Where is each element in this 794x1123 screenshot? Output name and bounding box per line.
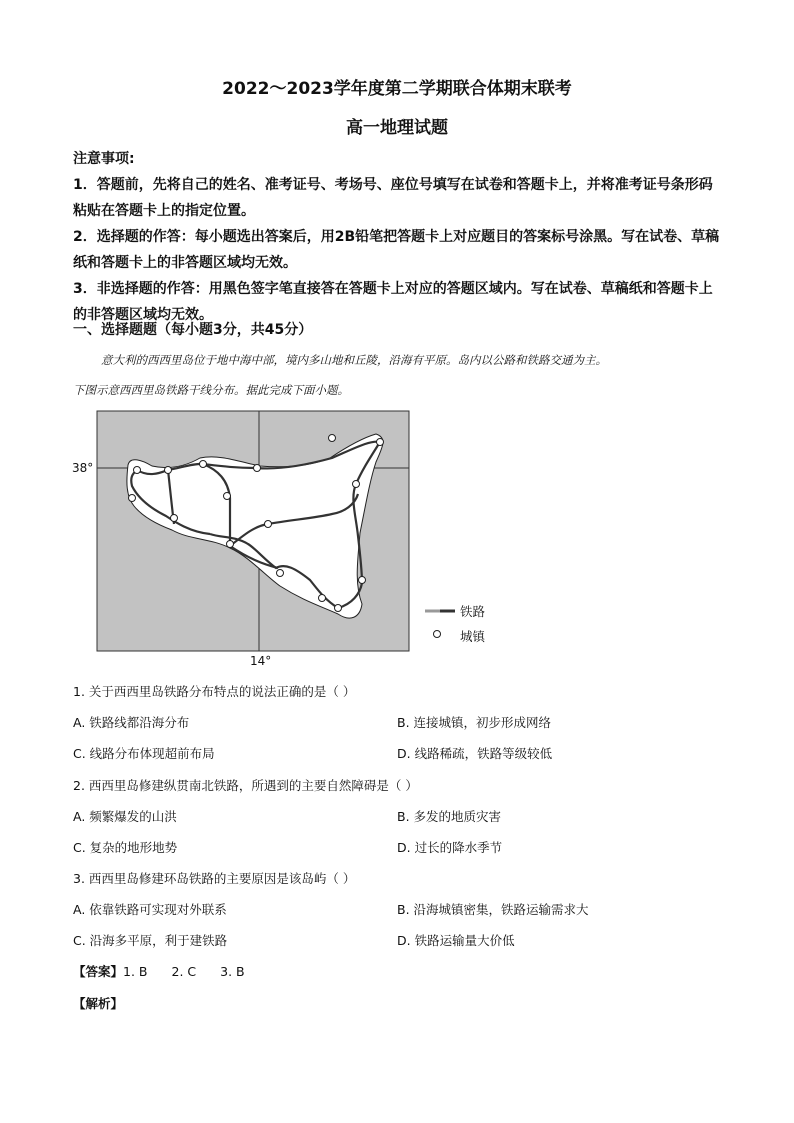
legend-railway: [425, 604, 486, 619]
analysis-heading: 【解析】: [73, 996, 124, 1011]
question-1-option-c: C. 线路分布体现超前布局: [73, 746, 215, 761]
question-1-option-b: B. 连接城镇，初步形成网络: [397, 715, 552, 730]
question-1-option-a: A. 铁路线都沿海分布: [73, 715, 190, 730]
answer-2: 2. C: [171, 964, 197, 979]
town-marker: [319, 595, 326, 602]
map-figure: [70, 408, 510, 670]
town-marker: [227, 541, 234, 548]
question-3-option-b: B. 沿海城镇密集，铁路运输需求大: [397, 902, 589, 917]
legend-town-label: 城镇: [460, 629, 486, 644]
latitude-label: 38°: [72, 461, 94, 475]
town-marker: [265, 521, 272, 528]
question-1-option-d: D. 线路稀疏，铁路等级较低: [397, 746, 553, 761]
town-marker: [377, 439, 384, 446]
town-marker: [329, 435, 336, 442]
question-3-option-c: C. 沿海多平原，利于建铁路: [73, 933, 228, 948]
section-heading: 一、选择题题（每小题3分，共45分）: [73, 322, 313, 338]
notes-block: [73, 146, 721, 328]
town-marker: [129, 495, 136, 502]
question-2-option-b: B. 多发的地质灾害: [397, 809, 502, 824]
passage: [73, 345, 721, 405]
question-2-stem: 2. 西西里岛修建纵贯南北铁路，所遇到的主要自然障碍是（ ）: [73, 778, 418, 793]
town-marker: [134, 467, 141, 474]
town-marker: [359, 577, 366, 584]
question-3-stem: 3. 西西里岛修建环岛铁路的主要原因是该岛屿（ ）: [73, 871, 356, 886]
town-marker: [224, 493, 231, 500]
question-2-option-a: A. 频繁爆发的山洪: [73, 809, 177, 824]
legend-railway-label: 铁路: [460, 604, 486, 619]
answer-line: [73, 962, 245, 980]
longitude-label: 14°: [250, 654, 272, 668]
legend-town: [434, 629, 487, 644]
town-marker: [165, 467, 172, 474]
exam-subtitle: 高一地理试题: [346, 118, 448, 138]
legend-town-symbol: [434, 631, 441, 638]
exam-title: 2022～2023学年度第二学期联合体期末联考: [222, 79, 572, 99]
question-1-stem: 1. 关于西西里岛铁路分布特点的说法正确的是（ ）: [73, 684, 356, 699]
town-marker: [353, 481, 360, 488]
answer-tag: 【答案】: [73, 964, 124, 979]
town-marker: [254, 465, 261, 472]
question-2-option-c: C. 复杂的地形地势: [73, 840, 178, 855]
town-marker: [171, 515, 178, 522]
notes-heading: 注意事项:: [73, 151, 135, 167]
question-3-option-a: A. 依靠铁路可实现对外联系: [73, 902, 227, 917]
answer-1: 1. B: [123, 964, 148, 979]
note-item-1: 1．答题前，先将自己的姓名、准考证号、考场号、座位号填写在试卷和答题卡上，并将准考证号条形码粘贴在答题卡上的指定位置。: [73, 177, 713, 219]
town-marker: [335, 605, 342, 612]
town-marker: [200, 461, 207, 468]
question-2-option-d: D. 过长的降水季节: [397, 840, 503, 855]
town-marker: [277, 570, 284, 577]
question-3-option-d: D. 铁路运输量大价低: [397, 933, 515, 948]
passage-line-2: 下图示意西西里岛铁路干线分布。据此完成下面小题。: [73, 383, 349, 397]
note-item-3: 3．非选择题的作答：用黑色签字笔直接答在答题卡上对应的答题区域内。写在试卷、草稿纸和答题卡上的非答题区域均无效。: [73, 281, 713, 323]
sicily-map: [70, 408, 510, 670]
passage-line-1: 意大利的西西里岛位于地中海中部，境内多山地和丘陵，沿海有平原。岛内以公路和铁路交通为主。: [101, 353, 607, 367]
answer-3: 3. B: [220, 964, 245, 979]
note-item-2: 2．选择题的作答：每小题选出答案后，用2B铅笔把答题卡上对应题目的答案标号涂黑。写在试卷、草稿纸和答题卡上的非答题区域均无效。: [73, 229, 720, 271]
